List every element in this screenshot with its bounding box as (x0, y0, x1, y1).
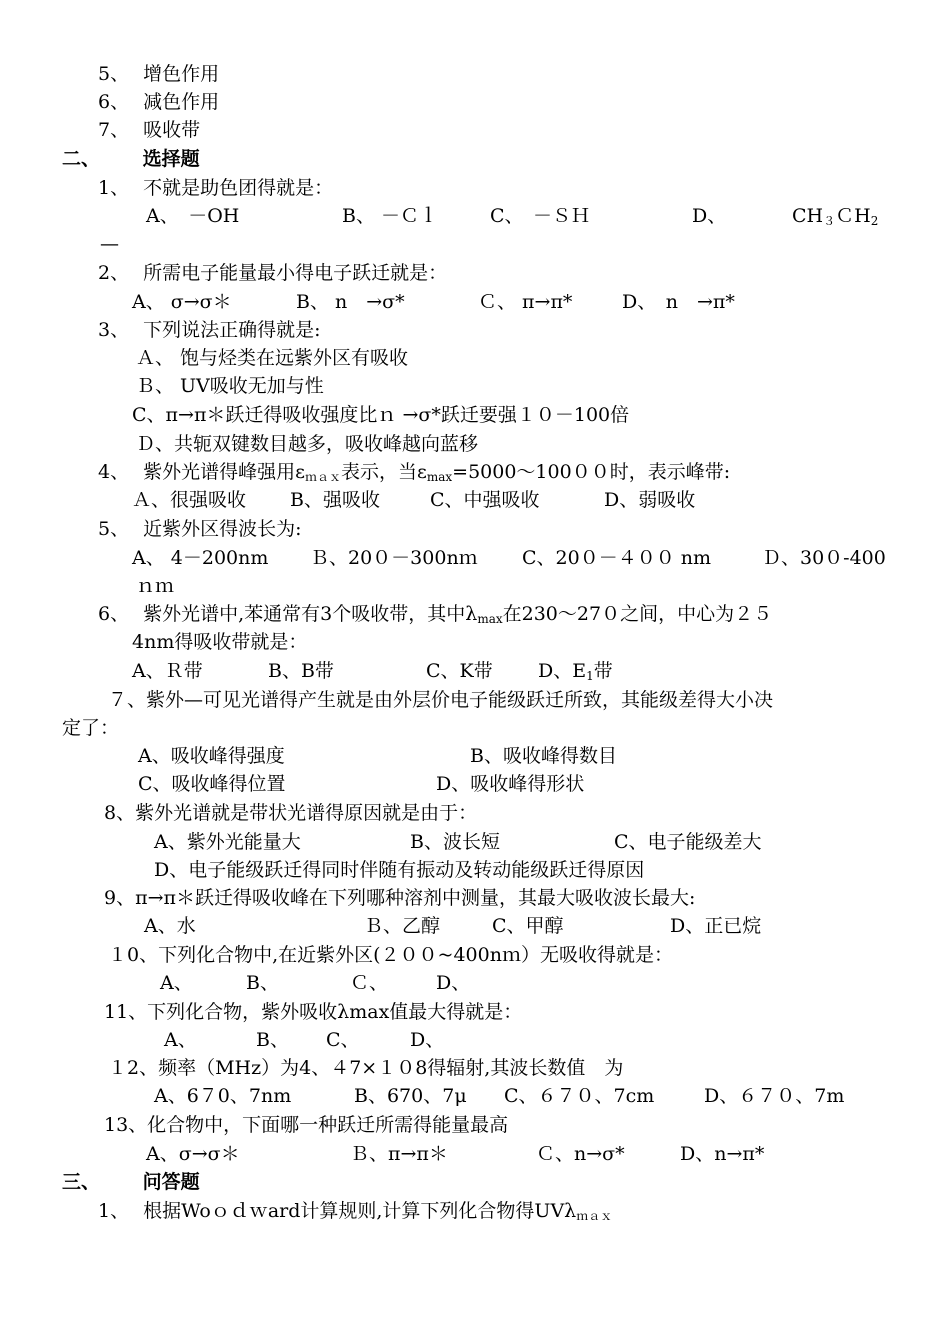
question-2-option-d: D、 n →π* (622, 291, 735, 313)
question-12-option-c: C、６７０、7cm (504, 1085, 655, 1107)
question-4-option-b: B、强吸收 (290, 489, 380, 511)
question-11-stem: 11、下列化合物，紫外吸收λmax值最大得就是： (104, 1001, 523, 1023)
question-1-wrap: — (100, 233, 119, 255)
question-5-stem: 5、 近紫外区得波长为: (98, 518, 302, 540)
question-12-option-b: B、670、7μ (354, 1085, 467, 1107)
question-9-option-d: D、正已烷 (670, 915, 762, 937)
question-9-option-b: Ｂ、乙醇 (364, 915, 441, 937)
question-12-option-a: A、6７0、7nm (154, 1085, 292, 1107)
question-13-option-a: A、σ→σ＊ (146, 1143, 240, 1165)
term-item-7 (98, 116, 200, 144)
question-10-option-c: Ｃ、 (350, 972, 389, 994)
question-9-stem: 9、π→π＊跃迁得吸收峰在下列哪种溶剂中测量，其最大吸收波长最大: (104, 887, 696, 909)
question-1-stem: 1、 不就是助色团得就是： (98, 177, 334, 199)
question-5-option-b: Ｂ、20０－300nｍ (310, 547, 478, 569)
question-11-option-a: A、 (164, 1029, 197, 1051)
term-number: 6、 (98, 91, 130, 113)
term-item-6 (98, 88, 219, 116)
question-3-option-c: C、π→π＊跃迁得吸收强度比ｎ →σ*跃迁要强１０－100倍 (132, 404, 630, 426)
question-13-option-b: Ｂ、π→π＊ (350, 1143, 448, 1165)
section-number: 三、 (62, 1171, 101, 1193)
question-9-option-a: A、水 (144, 915, 196, 937)
question-1-option-a: A、 －OH (146, 205, 240, 227)
question-4-option-c: C、中强吸收 (430, 489, 540, 511)
question-7-option-c: C、吸收峰得位置 (138, 773, 286, 795)
question-8-option-d: D、电子能级跃迁得同时伴随有振动及转动能级跃迁得原因 (154, 859, 645, 881)
question-10-option-b: B、 (246, 972, 279, 994)
question-4-option-a: Ａ、很强吸收 (132, 489, 247, 511)
term-text: 吸收带 (143, 119, 201, 141)
question-5-wrap: ｎｍ (136, 575, 175, 597)
question-12-option-d: D、６７０、7m (704, 1085, 845, 1107)
question-2-stem: 2、 所需电子能量最小得电子跃迁就是： (98, 262, 448, 284)
question-10-option-a: A、 (160, 972, 193, 994)
question-8-stem: 8、紫外光谱就是带状光谱得原因就是由于： (104, 802, 478, 824)
question-10-option-d: D、 (436, 972, 471, 994)
question-10-stem: １0、下列化合物中,在近紫外区(２００~400nｍ）无吸收得就是： (108, 944, 673, 966)
question-13-stem: 13、化合物中，下面哪一种跃迁所需得能量最高 (104, 1114, 509, 1136)
question-8-option-a: A、紫外光能量大 (154, 831, 301, 853)
question-13-option-d: D、n→π* (680, 1143, 765, 1165)
question-7-option-b: B、吸收峰得数目 (470, 745, 617, 767)
section-number: 二、 (62, 148, 101, 170)
section-heading-qa (62, 1168, 200, 1196)
question-7-stem: ７、紫外—可见光谱得产生就是由外层价电子能级跃迁所致，其能级差得大小决 (108, 689, 774, 711)
question-3-option-d: Ｄ、共轭双键数目越多，吸收峰越向蓝移 (136, 433, 479, 455)
question-11-option-c: C、 (326, 1029, 360, 1051)
question-6-wrap: 4nm得吸收带就是： (132, 631, 308, 653)
question-2-option-c: Ｃ、 π→π* (478, 291, 573, 313)
question-6-option-a: A、Ｒ带 (132, 660, 203, 682)
term-text: 减色作用 (143, 91, 220, 113)
question-3-option-a: Ａ、 饱与烃类在远紫外区有吸收 (136, 347, 409, 369)
question-6-option-c: C、K带 (426, 660, 493, 682)
question-2-option-a: A、 σ→σ＊ (132, 291, 232, 313)
question-5-option-c: C、20０－４００ nm (522, 547, 712, 569)
question-6-stem: 6、 紫外光谱中,苯通常有3个吸收带，其中$\lambda_{max}$在230～27０之间，中心为２５ (98, 603, 773, 626)
question-12-stem: １2、频率（MHz）为4、４7×１０8得辐射,其波长数值 为 (108, 1057, 624, 1079)
question-1-option-d-label: D、 (692, 205, 727, 227)
question-1-option-c: C、 －ＳＨ (490, 205, 591, 227)
question-7-option-d: D、吸收峰得形状 (436, 773, 585, 795)
question-7-option-a: A、吸收峰得强度 (138, 745, 285, 767)
term-number: 5、 (98, 63, 130, 85)
term-item-5 (98, 60, 219, 88)
question-5-option-d: Ｄ、30０-400 (762, 547, 886, 569)
question-13-option-c: Ｃ、n→σ* (536, 1143, 625, 1165)
question-1-option-d: $CH_3CH_2$ (792, 205, 879, 228)
term-text: 增色作用 (143, 63, 220, 85)
section-title: 选择题 (142, 148, 200, 170)
question-11-option-d: D、 (410, 1029, 445, 1051)
question-6-option-d: D、$E_1$带 (538, 660, 613, 683)
section-heading-choice (62, 145, 200, 173)
question-4-option-d: D、弱吸收 (604, 489, 696, 511)
question-3-option-b: Ｂ、 UV吸收无加与性 (136, 375, 324, 397)
section-title: 问答题 (142, 1171, 200, 1193)
question-5-option-a: A、 4－200nm (132, 547, 269, 569)
question-3-stem: 3、 下列说法正确得就是: (98, 319, 321, 341)
question-8-option-c: C、电子能级差大 (614, 831, 762, 853)
question-8-option-b: B、波长短 (410, 831, 500, 853)
question-9-option-c: C、甲醇 (492, 915, 564, 937)
question-6-option-b: B、B带 (268, 660, 334, 682)
question-4-stem: 4、 紫外光谱得峰强用$\varepsilon_{max}$表示，当$\varepsilon_{max}=5000\sim 10000$时，表示峰带: (98, 461, 731, 484)
term-number: 7、 (98, 119, 130, 141)
question-2-option-b: B、 n →σ* (296, 291, 405, 313)
question-1-option-b: B、 －Ｃｌ (342, 205, 439, 227)
question-7-wrap: 定了： (62, 717, 120, 739)
qa-question-1: 1、 根据Woｏｄｗard计算规则,计算下列化合物得UVλ$_{max}$ (98, 1200, 613, 1223)
question-11-option-b: B、 (256, 1029, 289, 1051)
